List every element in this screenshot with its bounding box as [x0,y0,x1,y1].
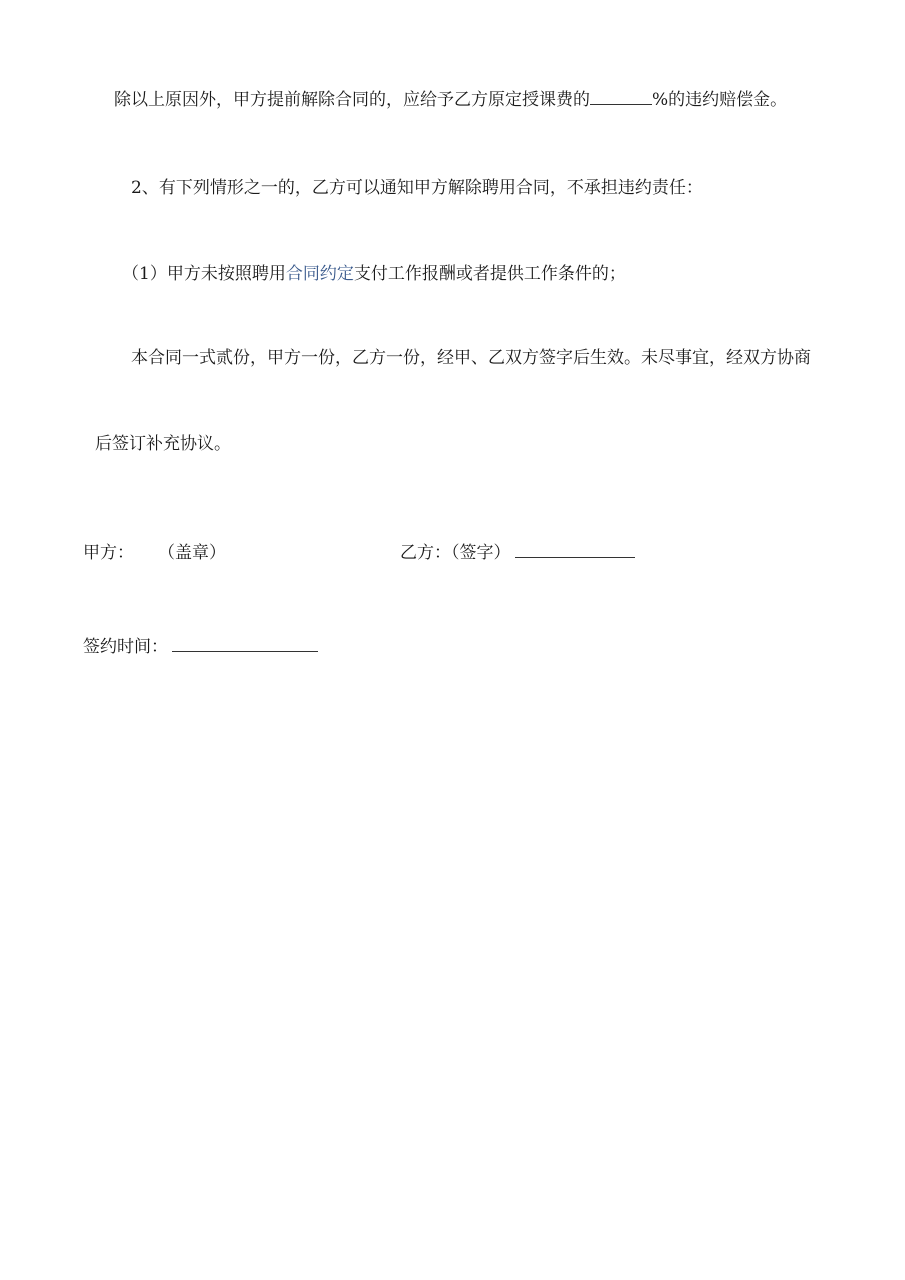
paragraph-clause-2 [131,176,703,200]
copies-text-line-1: 本合同一式贰份，甲方一份，乙方一份，经甲、乙双方签字后生效。未尽事宜，经双方协商 [131,348,811,368]
paragraph-copies-line-1 [131,346,811,370]
item-1-text-after: 支付工作报酬或者提供工作条件的； [353,264,626,284]
item-1-text-before: （1）甲方未按照聘用 [122,264,286,284]
paragraph-copies-line-2 [95,432,231,456]
contract-terms-link[interactable]: 合同约定 [285,264,354,284]
penalty-text-after: %的违约赔偿金。 [652,90,788,110]
penalty-text-before: 除以上原因外，甲方提前解除合同的，应给予乙方原定授课费的 [114,90,590,110]
signing-date [83,635,318,659]
party-a-seal-label: （盖章） [158,543,226,563]
signing-date-label: 签约时间： [83,637,168,657]
paragraph-clause-2-item-1 [122,262,626,286]
party-b-signature-blank[interactable] [515,541,635,558]
copies-text-line-2: 后签订补充协议。 [95,434,231,454]
paragraph-penalty [114,88,787,112]
party-a-seal [158,541,226,565]
clause-2-text: 2、有下列情形之一的，乙方可以通知甲方解除聘用合同，不承担违约责任： [131,178,703,198]
party-a-signature [83,541,134,565]
party-b-label: 乙方：（签字） [400,543,511,563]
party-b-signature [400,541,635,565]
signing-date-blank[interactable] [172,635,318,652]
party-a-label: 甲方： [83,543,134,563]
penalty-percent-blank[interactable] [590,88,652,105]
